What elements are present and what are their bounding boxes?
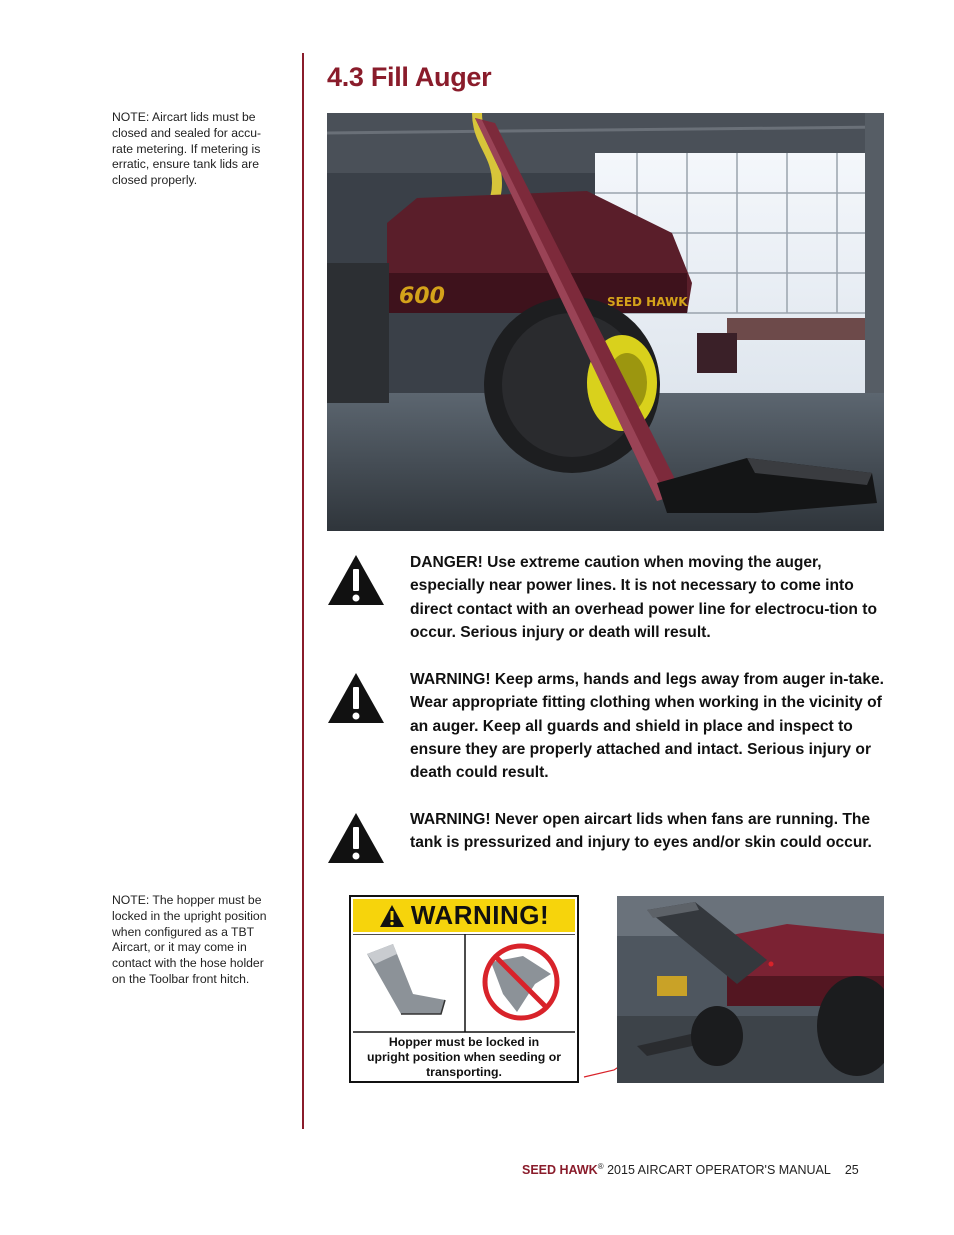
side-note-hopper: NOTE: The hopper must be locked in the upright position when configured as a TBT Aircart, or it may come in contact with the hose holder on the Toolbar front hitch. <box>112 893 267 986</box>
decal-heading: WARNING! <box>410 900 550 930</box>
decal-caption-line-1: Hopper must be locked in <box>388 1035 540 1049</box>
decal-warning-icon <box>379 904 405 928</box>
margin-rule <box>302 53 304 1129</box>
warning-auger-intake-text: WARNING! Keep arms, hands and legs away from auger in-take. Wear appropriate fitting clothing when working in the vicinity of an auger. Keep all guards and shield in place and inspect to ensure they are properly attached and intact. Serious injury or death could result. <box>410 671 884 782</box>
section-title: 4.3 Fill Auger <box>327 62 492 92</box>
page-footer <box>522 1162 859 1177</box>
footer-registered-mark: ® <box>597 1162 604 1171</box>
warning-triangle-icon-3 <box>326 811 386 865</box>
warning-triangle-icon-2 <box>326 671 386 725</box>
decal-hopper-diagrams <box>353 934 575 1034</box>
footer-manual-title: 2015 AIRCART OPERATOR'S MANUAL <box>603 1163 831 1178</box>
prohibited-hopper-icon <box>485 946 557 1018</box>
warning-triangle-icon-1 <box>326 553 386 607</box>
tank-number-label: 600 <box>399 284 445 309</box>
decal-caption-line-3: transporting. <box>426 1065 502 1079</box>
side-note-lids: NOTE: Aircart lids must be closed and sealed for accu- rate metering. If metering is erratic, ensure tank lids are closed properly. <box>112 110 262 188</box>
tank-brand-label: SEED HAWK <box>607 295 688 309</box>
decal-caption-line-2: upright position when seeding or <box>366 1050 561 1064</box>
hopper-upright-icon <box>367 944 445 1014</box>
hopper-warning-decal <box>349 895 579 1083</box>
footer-brand: SEED HAWK <box>522 1163 598 1178</box>
decal-caption <box>351 1035 577 1080</box>
danger-power-lines-text: DANGER! Use extreme caution when moving the auger, especially near power lines. It is not necessary to come into direct contact with an overhead power line for electrocu-tion to occur. Serious injury or death will result. <box>410 554 878 641</box>
page-number: 25 <box>844 1163 859 1178</box>
decal-header <box>353 899 575 932</box>
hopper-upright-photo <box>617 896 884 1083</box>
aircart-auger-photo <box>327 113 884 531</box>
warning-aircart-lids-text: WARNING! Never open aircart lids when fans are running. The tank is pressurized and injury to eyes and/or skin could occur. <box>410 811 872 852</box>
